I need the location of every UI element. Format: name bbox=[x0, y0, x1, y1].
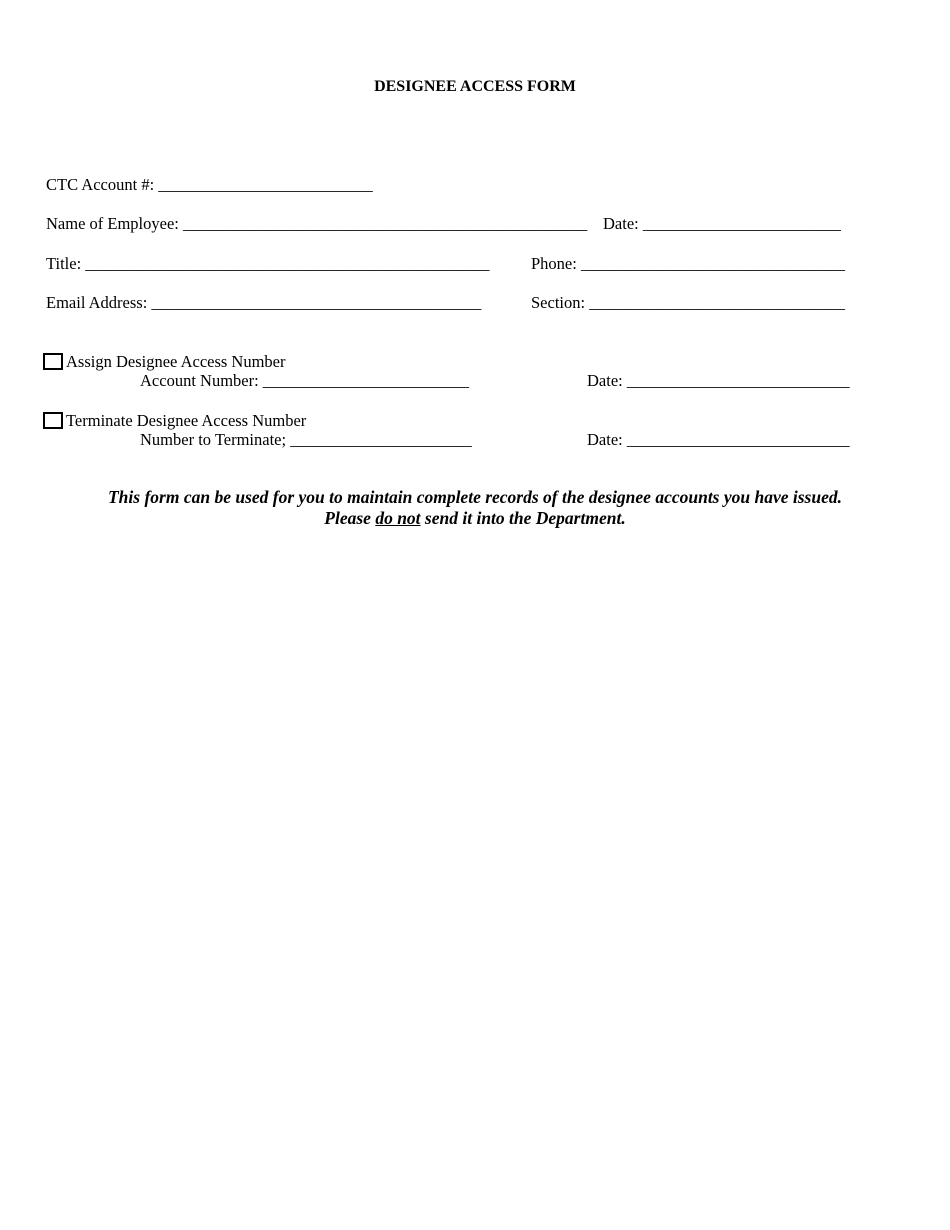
employee-date-field[interactable]: Date: ________________________ bbox=[603, 214, 841, 233]
assign-date-field[interactable]: Date: ___________________________ bbox=[587, 371, 850, 390]
employee-name-field[interactable]: Name of Employee: _________________________________________________ bbox=[46, 214, 588, 233]
terminate-label: Terminate Designee Access Number bbox=[66, 411, 307, 430]
note-line-2 bbox=[0, 508, 950, 529]
phone-field[interactable]: Phone: ________________________________ bbox=[531, 254, 845, 273]
terminate-date-field[interactable]: Date: ___________________________ bbox=[587, 430, 850, 449]
form-title: DESIGNEE ACCESS FORM bbox=[374, 78, 576, 95]
note-line-2-suffix: send it into the Department. bbox=[420, 508, 626, 528]
terminate-checkbox[interactable] bbox=[43, 412, 63, 429]
ctc-account-field[interactable]: CTC Account #: __________________________ bbox=[46, 175, 373, 194]
note-line-1: This form can be used for you to maintain complete records of the designee accounts you have issued. bbox=[107, 487, 842, 507]
note-line-2-prefix: Please bbox=[324, 508, 376, 528]
title-field[interactable]: Title: _________________________________________________ bbox=[46, 254, 490, 273]
assign-label: Assign Designee Access Number bbox=[66, 352, 286, 371]
assign-account-number-field[interactable]: Account Number: _________________________ bbox=[140, 371, 470, 390]
email-field[interactable]: Email Address: ________________________________________ bbox=[46, 293, 482, 312]
assign-checkbox[interactable] bbox=[43, 353, 63, 370]
note-emphasis: do not bbox=[375, 508, 421, 528]
section-field[interactable]: Section: _______________________________ bbox=[531, 293, 845, 312]
terminate-number-field[interactable]: Number to Terminate; ______________________ bbox=[140, 430, 472, 449]
